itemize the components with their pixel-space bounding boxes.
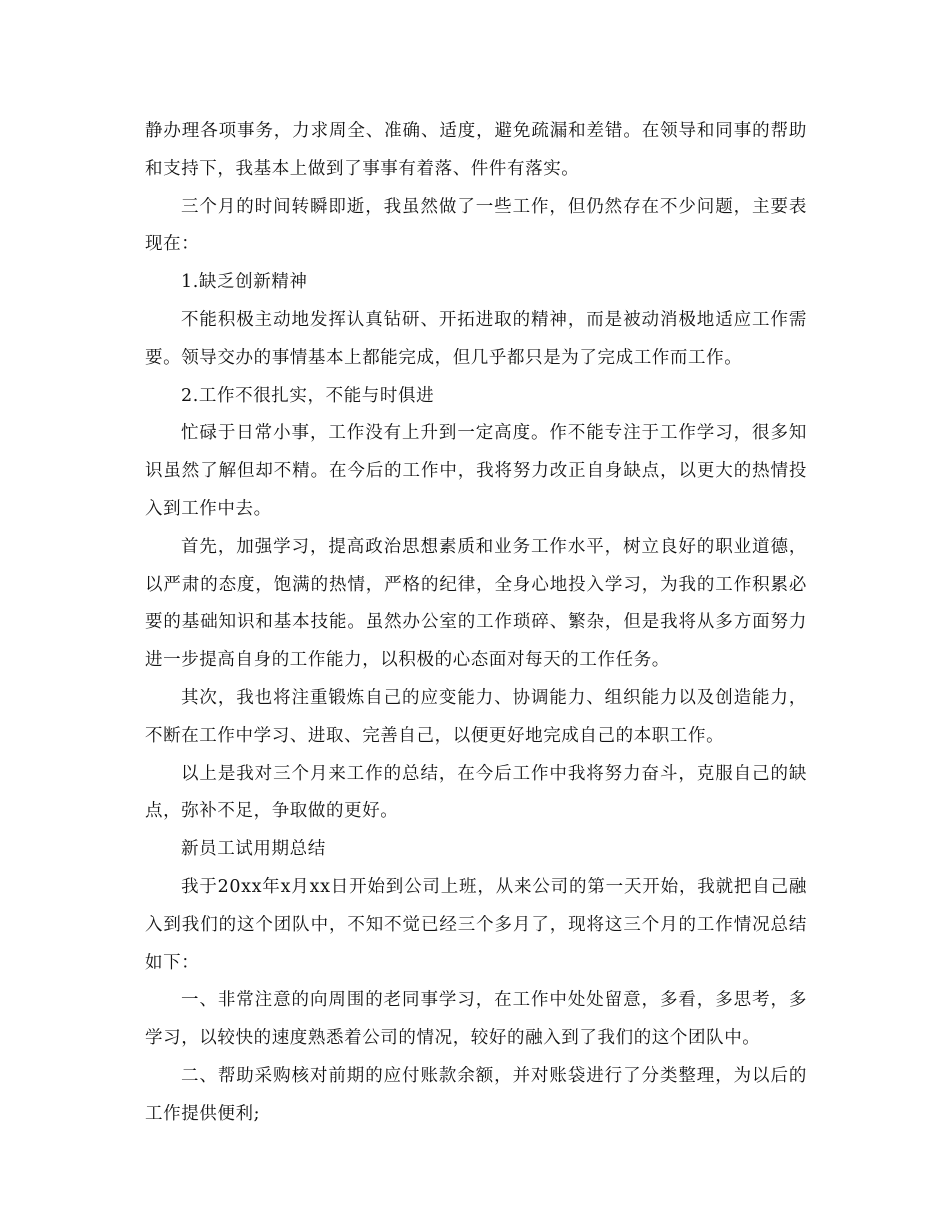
paragraph: 首先，加强学习，提高政治思想素质和业务工作水平，树立良好的职业道德，以严肃的态度，饱满的热情，严格的纪律，全身心地投入学习，为我的工作积累必要的基础知识和基本技能。虽然办公室的工作琐碎、繁杂，但是我将从多方面努力进一步提高自身的工作能力，以积极的心态面对每天的工作任务。 [145,536,807,671]
paragraph: 忙碌于日常小事，工作没有上升到一定高度。作不能专注于工作学习，很多知识虽然了解但却不精。在今后的工作中，我将努力改正自身缺点，以更大的热情投入到工作中去。 [145,423,807,519]
paragraph: 三个月的时间转瞬即逝，我虽然做了一些工作，但仍然存在不少问题，主要表现在： [145,196,807,255]
paragraph: 不能积极主动地发挥认真钻研、开拓进取的精神，而是被动消极地适应工作需要。领导交办的事情基本上都能完成，但几乎都只是为了完成工作而工作。 [145,309,807,368]
section-heading: 1.缺乏创新精神 [181,272,308,293]
paragraph: 以上是我对三个月来工作的总结，在今后工作中我将努力奋斗，克服自己的缺点，弥补不足，争取做的更好。 [145,763,807,822]
paragraph: 一、非常注意的向周围的老同事学习，在工作中处处留意，多看，多思考，多学习，以较快的速度熟悉着公司的情况，较好的融入到了我们的这个团队中。 [145,990,807,1049]
paragraph: 静办理各项事务，力求周全、准确、适度，避免疏漏和差错。在领导和同事的帮助和支持下，我基本上做到了事事有着落、件件有落实。 [145,121,807,179]
document-body [145,113,807,1134]
paragraph: 二、帮助采购核对前期的应付账款余额，并对账袋进行了分类整理，为以后的工作提供便利; [145,1065,807,1124]
section-heading: 2.工作不很扎实，不能与时俱进 [181,385,435,406]
document-subtitle: 新员工试用期总结 [181,839,326,860]
paragraph: 其次，我也将注重锻炼自己的应变能力、协调能力、组织能力以及创造能力，不断在工作中学习、进取、完善自己，以便更好地完成自己的本职工作。 [145,687,807,746]
paragraph: 我于20xx年x月xx日开始到公司上班，从来公司的第一天开始，我就把自己融入到我们的这个团队中，不知不觉已经三个多月了，现将这三个月的工作情况总结如下： [145,876,807,973]
